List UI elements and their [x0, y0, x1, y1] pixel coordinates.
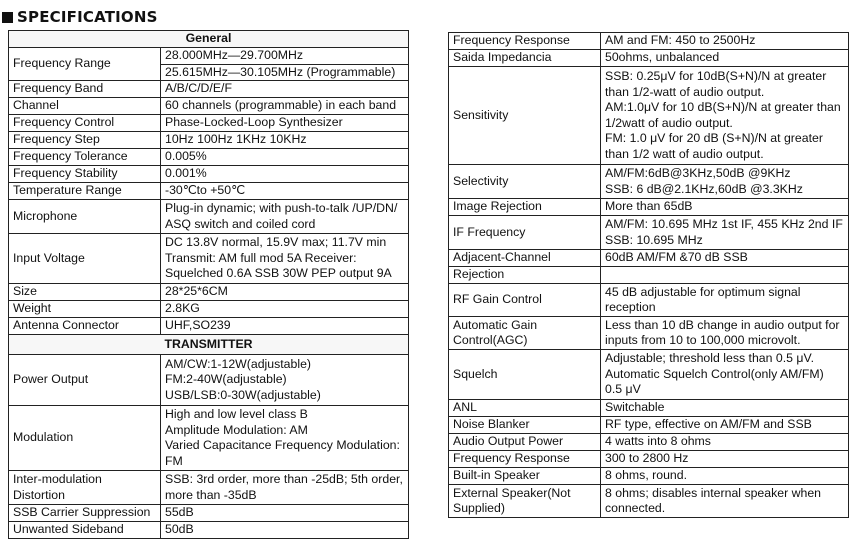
- spec-label: Selectivity: [449, 165, 601, 199]
- spec-value-line: A/B/C/D/E/F: [165, 81, 232, 96]
- spec-label: Frequency Tolerance: [9, 149, 161, 166]
- spec-value-line: 8 ohms; disables internal speaker when connected.: [605, 485, 822, 515]
- spec-value: [601, 199, 849, 216]
- spec-row-rf-gain-control: [449, 284, 849, 317]
- spec-row-sensitivity: [449, 67, 849, 165]
- spec-value: [161, 301, 409, 318]
- spec-value-line: 45 dB adjustable for optimum signal reception: [605, 284, 801, 314]
- spec-row-rejection: [449, 267, 849, 284]
- spec-row-external-speaker-not-supplied: [449, 485, 849, 518]
- spec-value: [161, 234, 409, 284]
- spec-row-frequency-tolerance: [9, 149, 409, 166]
- general-specs-table: [8, 30, 409, 539]
- spec-value: [161, 406, 409, 471]
- receiver-specs-table: [448, 32, 849, 518]
- spec-row-power-output: [9, 355, 409, 406]
- spec-value: [601, 350, 849, 400]
- spec-value: [601, 50, 849, 67]
- spec-value-line: 50ohms, unbalanced: [605, 50, 720, 65]
- spec-row-image-rejection: [449, 199, 849, 216]
- spec-value: [601, 33, 849, 50]
- spec-value-line: AM/CW:1-12W(adjustable): [165, 356, 312, 371]
- spec-value-line: Automatic Squelch Control(only AM/FM) 0.5 μV: [605, 366, 824, 397]
- spec-label: Frequency Band: [9, 81, 161, 98]
- spec-row-temperature-range: [9, 183, 409, 200]
- spec-label: Power Output: [9, 355, 161, 406]
- spec-row-noise-blanker: [449, 417, 849, 434]
- spec-row-frequency-band: [9, 81, 409, 98]
- spec-label: Temperature Range: [9, 183, 161, 200]
- spec-value: [601, 267, 849, 284]
- spec-row-channel: [9, 98, 409, 115]
- spec-value-line: 60dB AM/FM &70 dB SSB: [605, 250, 748, 265]
- spec-value-line: FM: 1.0 μV for 20 dB (S+N)/N at greater than 1/2 watt of audio output.: [605, 131, 823, 161]
- section-general: [9, 31, 409, 48]
- spec-value-line: 28.000MHz—29.700MHz: [165, 48, 304, 62]
- spec-value: [601, 468, 849, 485]
- spec-value-line: 55dB: [165, 505, 194, 520]
- spec-label: Frequency Stability: [9, 166, 161, 183]
- spec-value-line: Less than 10 dB change in audio output for inputs from 10 to 100,000 microvolt.: [605, 317, 840, 347]
- spec-label: Antenna Connector: [9, 318, 161, 335]
- spec-value: [601, 216, 849, 250]
- spec-label: ANL: [449, 400, 601, 417]
- spec-value: [161, 200, 409, 234]
- spec-label: Frequency Range: [9, 48, 161, 81]
- heading-text: SPECIFICATIONS: [17, 8, 158, 26]
- spec-value-line: 0.001%: [165, 166, 207, 181]
- spec-value-line: 300 to 2800 Hz: [605, 451, 689, 466]
- spec-value: [601, 400, 849, 417]
- spec-label: Channel: [9, 98, 161, 115]
- spec-value: [601, 485, 849, 518]
- spec-row-built-in-speaker: [449, 468, 849, 485]
- spec-label: Unwanted Sideband: [9, 522, 161, 539]
- spec-row-frequency-response: [449, 33, 849, 50]
- spec-label: Frequency Response: [449, 33, 601, 50]
- spec-value-line: DC 13.8V normal, 15.9V max; 11.7V min Transmit: AM full mod 5A Receiver: Squelched 0.6A SSB 30W PEP output 9A: [165, 235, 392, 281]
- spec-row-size: [9, 284, 409, 301]
- spec-value-line: More than 65dB: [605, 199, 693, 214]
- spec-value: [601, 67, 849, 165]
- spec-value-line: 4 watts into 8 ohms: [605, 434, 711, 449]
- spec-value-line: 10Hz 100Hz 1KHz 10KHz: [165, 132, 307, 147]
- spec-label: Automatic Gain Control(AGC): [449, 317, 601, 350]
- spec-value: [161, 166, 409, 183]
- spec-value: [161, 284, 409, 301]
- spec-label: Built-in Speaker: [449, 468, 601, 485]
- spec-label: SSB Carrier Suppression: [9, 505, 161, 522]
- spec-row-frequency-stability: [9, 166, 409, 183]
- spec-value: [601, 417, 849, 434]
- spec-value-line: Phase-Locked-Loop Synthesizer: [165, 115, 343, 130]
- spec-row-input-voltage: [9, 234, 409, 284]
- spec-row-microphone: [9, 200, 409, 234]
- spec-label: Sensitivity: [449, 67, 601, 165]
- specifications-heading: [2, 6, 158, 28]
- section-title: TRANSMITTER: [9, 335, 409, 355]
- spec-label: RF Gain Control: [449, 284, 601, 317]
- spec-row-saida-impedancia: [449, 50, 849, 67]
- spec-value-line: 0.005%: [165, 149, 207, 164]
- spec-value: [601, 317, 849, 350]
- spec-label: Inter-modulation Distortion: [9, 471, 161, 505]
- spec-value: [601, 284, 849, 317]
- spec-row-modulation: [9, 406, 409, 471]
- spec-label: Saida Impedancia: [449, 50, 601, 67]
- spec-value: [161, 522, 409, 539]
- spec-label: IF Frequency: [449, 216, 601, 250]
- spec-label: Frequency Control: [9, 115, 161, 132]
- spec-value: [161, 505, 409, 522]
- spec-label: Audio Output Power: [449, 434, 601, 451]
- spec-row-weight: [9, 301, 409, 318]
- spec-value: [161, 81, 409, 98]
- spec-row-inter-modulation-distortion: [9, 471, 409, 505]
- spec-value: [161, 183, 409, 200]
- spec-value-line: FM:2-40W(adjustable): [165, 372, 287, 387]
- spec-value: [161, 132, 409, 149]
- spec-label: Microphone: [9, 200, 161, 234]
- spec-value-line: SSB: 10.695 MHz: [605, 232, 703, 247]
- spec-row-frequency-range: [9, 48, 409, 81]
- spec-label: External Speaker(Not Supplied): [449, 485, 601, 518]
- spec-value: [161, 471, 409, 505]
- spec-value-line: 60 channels (programmable) in each band: [165, 98, 397, 113]
- spec-value-line: AM:1.0μV for 10 dB(S+N)/N at greater than 1/2watt of audio output.: [605, 100, 841, 130]
- spec-row-selectivity: [449, 165, 849, 199]
- spec-label: Modulation: [9, 406, 161, 471]
- spec-value-line: 50dB: [165, 522, 194, 537]
- spec-value-line: 28*25*6CM: [165, 284, 228, 299]
- spec-row-frequency-step: [9, 132, 409, 149]
- spec-value-line: SSB: 3rd order, more than -25dB; 5th order, more than -35dB: [165, 472, 403, 502]
- spec-row-ssb-carrier-suppression: [9, 505, 409, 522]
- spec-value-line: Adjustable; threshold less than 0.5 μV.: [605, 351, 814, 366]
- spec-value-line: SSB: 0.25μV for 10dB(S+N)/N at greater than 1/2-watt of audio output.: [605, 69, 827, 99]
- spec-value-line: Plug-in dynamic; with push-to-talk /UP/DN/ ASQ switch and coiled cord: [165, 201, 398, 231]
- spec-label: Rejection: [449, 267, 601, 284]
- spec-label: Frequency Step: [9, 132, 161, 149]
- spec-row-antenna-connector: [9, 318, 409, 335]
- spec-label: Frequency Response: [449, 451, 601, 468]
- spec-value-line: RF type, effective on AM/FM and SSB: [605, 417, 812, 432]
- spec-value-line: High and low level class B: [165, 407, 308, 421]
- spec-row-if-frequency: [449, 216, 849, 250]
- spec-value: [161, 355, 409, 406]
- spec-row-unwanted-sideband: [9, 522, 409, 539]
- spec-label: Noise Blanker: [449, 417, 601, 434]
- spec-value: [161, 318, 409, 335]
- spec-value-line: 2.8KG: [165, 301, 200, 316]
- spec-value-line: Switchable: [605, 400, 665, 415]
- spec-value-line: UHF,SO239: [165, 318, 231, 333]
- spec-row-automatic-gain-control-agc: [449, 317, 849, 350]
- spec-value: [601, 250, 849, 267]
- spec-value-line: 8 ohms, round.: [605, 468, 688, 483]
- spec-row-audio-output-power: [449, 434, 849, 451]
- spec-label: Size: [9, 284, 161, 301]
- section-title: General: [9, 31, 409, 48]
- spec-value: [161, 48, 409, 81]
- spec-value: [601, 165, 849, 199]
- spec-value-line: Varied Capacitance Frequency Modulation: FM: [165, 438, 400, 468]
- section-transmitter: [9, 335, 409, 355]
- spec-label: Weight: [9, 301, 161, 318]
- spec-label: Input Voltage: [9, 234, 161, 284]
- spec-value: [601, 434, 849, 451]
- spec-row-adjacent-channel: [449, 250, 849, 267]
- heading-square-icon: [2, 12, 13, 23]
- spec-value: [161, 98, 409, 115]
- spec-row-frequency-response: [449, 451, 849, 468]
- spec-value: [601, 451, 849, 468]
- spec-value-line: SSB: 6 dB@2.1KHz,60dB @3.3KHz: [605, 181, 803, 196]
- spec-value-line: -30℃to +50℃: [165, 183, 245, 198]
- spec-value-line: AM/FM:6dB@3KHz,50dB @9KHz: [605, 166, 791, 180]
- spec-value: [161, 149, 409, 166]
- spec-value-line: AM and FM: 450 to 2500Hz: [605, 33, 756, 48]
- spec-value-line: AM/FM: 10.695 MHz 1st IF, 455 KHz 2nd IF: [605, 217, 843, 231]
- spec-value-line: 25.615MHz—30.105MHz (Programmable): [161, 64, 408, 81]
- spec-row-squelch: [449, 350, 849, 400]
- spec-label: Squelch: [449, 350, 601, 400]
- spec-row-anl: [449, 400, 849, 417]
- spec-value: [161, 115, 409, 132]
- spec-value-line: USB/LSB:0-30W(adjustable): [165, 387, 321, 402]
- spec-label: Image Rejection: [449, 199, 601, 216]
- spec-value-line: Amplitude Modulation: AM: [165, 422, 308, 437]
- spec-row-frequency-control: [9, 115, 409, 132]
- spec-label: Adjacent-Channel: [449, 250, 601, 267]
